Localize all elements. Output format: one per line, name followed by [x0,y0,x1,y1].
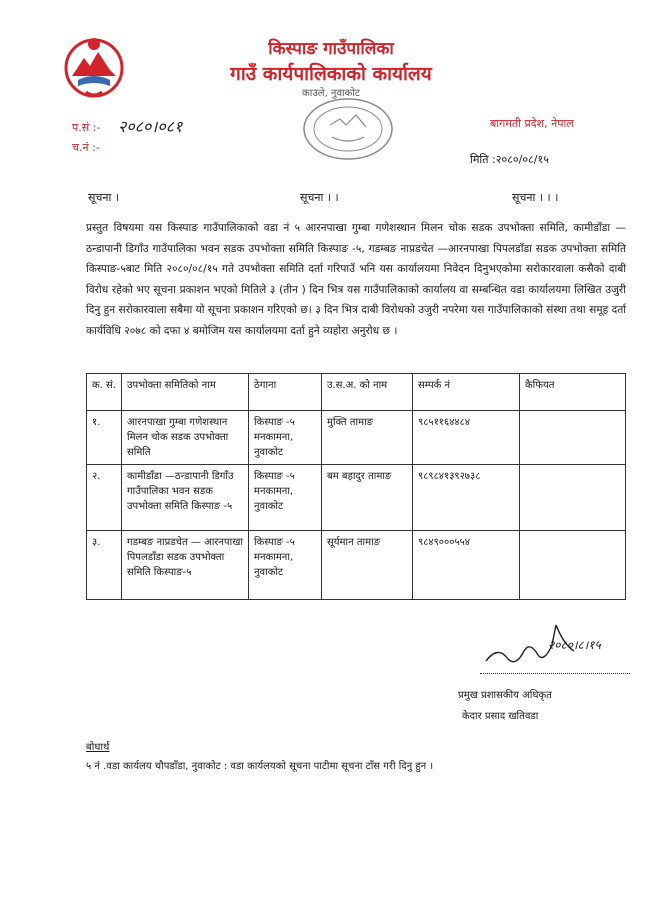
committee-table [86,373,626,600]
col-header-contact: सम्पर्क नं [413,374,520,411]
office-name: गाउँ कार्यपालिकाको कार्यालय [230,63,432,85]
cell-contact: ९८४९०००५५४ [413,531,520,600]
patra-sankhya-value: २०८०।०८१ [118,117,183,136]
table-row [87,465,626,531]
notice-body: प्रस्तुत विषयमा यस किस्पाङ गाउँपालिकाको वडा नं ५ आरनपाखा गुम्बा गणेशस्थान मिलन चोक सडक उपभोक्ता समिति, कामीडाँडा —ठन्डापानी डिगाँउ गाउँपालिका भवन सडक उपभोक्ता समिति किस्पाङ -५, गडम्बङ नाप्रडचेत —आरनपाखा पिपलडाँडा सडक उपभोक्ता समिति किस्पाङ-५बाट मिति २०८०/०८/१५ गते उपभोक्ता समिति दर्ता गरिपाउँ भनि यस कार्यालयमा निवेदन दिनुभएकोमा सरोकारवाला कसैको दाबी विरोध रहेको भए सूचना प्रकाशन भएको मितिले ३ (तीन ) दिन भित्र यस गाउँपालिकाको कार्यालय वा सम्बन्धित वडा कार्यालयमा लिखित उजुरी दिनु हुन सरोकारवाला सबैमा यो सूचना प्रकाशन गरिएको छ। ३ दिन भित्र दाबी विरोधको उजुरी नपरेमा यस गाउँपालिकाको संस्था तथा समूह दर्ता कार्यविधि २०७८ को दफा ४ बमोजिम यस कार्यालयमा दर्ता हुने व्यहोरा अनुरोध छ । [86,222,626,337]
cell-committee: कामीडाँडा —ठन्डापानी डिगाँउ गाउँपालिका भवन सडक उपभोक्ता समिति किस्पाङ -५ [122,465,249,531]
signature-line [480,673,630,674]
office-location: काउले, नुवाकोट [302,88,360,99]
cell-remarks [520,531,626,600]
chalani-label: च.नं :- [72,141,100,154]
cell-chair: बम बहादुर तामाङ [322,465,413,531]
col-header-committee: उपभोक्ता समितिको नाम [122,374,249,411]
notice-heading-3: सूचना । । । [512,191,559,204]
office-seal-icon [300,95,396,163]
officer-name: केदार प्रसाद खतिवडा [462,711,539,722]
date-line: मिति :२०८०/०८/१५ [470,153,549,166]
cc-line: ५ नं .वडा कार्यलय चौपडाँडा, नुवाकोट : वडा कार्यलयको सूचना पाटीमा सूचना टाँस गरी दिनु हुन । [86,761,434,772]
cell-sn: ३. [87,531,122,600]
notice-heading-1: सूचना । [88,191,120,204]
col-header-sn: क. सं. [87,374,122,411]
officer-designation: प्रमुख प्रशासकीय अधिकृत [458,690,552,701]
table-header-row [87,374,626,411]
cell-address: किस्पाङ -५ मनकामना, नुवाकोट [249,465,322,531]
col-header-address: ठेगाना [249,374,322,411]
cell-committee: आरनपाखा गुम्बा गणेशस्थान मिलन चोक सडक उपभोक्ता समिति [122,411,249,465]
col-header-chair: उ.स.अ. को नाम [322,374,413,411]
notice-heading-2: सूचना । । [300,191,339,204]
cell-sn: २. [87,465,122,531]
signature-date: २०८०।८।१५ [548,638,601,652]
cell-address: किस्पाङ -५ मनकामना, नुवाकोट [249,411,322,465]
col-header-remarks: कैफियत [520,374,626,411]
cell-address: किस्पाङ -५ मनकामना, नुवाकोट [249,531,322,600]
cell-chair: सूर्यमान तामाङ [322,531,413,600]
cc-title: बोधार्थ [86,742,110,753]
org-name: किस्पाङ गाउँपालिका [268,39,394,59]
table-row [87,531,626,600]
table-row [87,411,626,465]
patra-sankhya-label: प.सं :- [72,121,101,134]
cell-remarks [520,411,626,465]
cell-chair: मुक्ति तामाङ [322,411,413,465]
cell-sn: १. [87,411,122,465]
province-line: बागमती प्रदेश, नेपाल [490,117,574,130]
cell-contact: ९८९८४१३९२७३८ [413,465,520,531]
cell-contact: ९८५११६४४८४ [413,411,520,465]
cell-committee: गडम्बङ नाप्रडचेत — आरनपाखा पिपलडाँडा सडक उपभोक्ता समिति किस्पाङ-५ [122,531,249,600]
cell-remarks [520,465,626,531]
